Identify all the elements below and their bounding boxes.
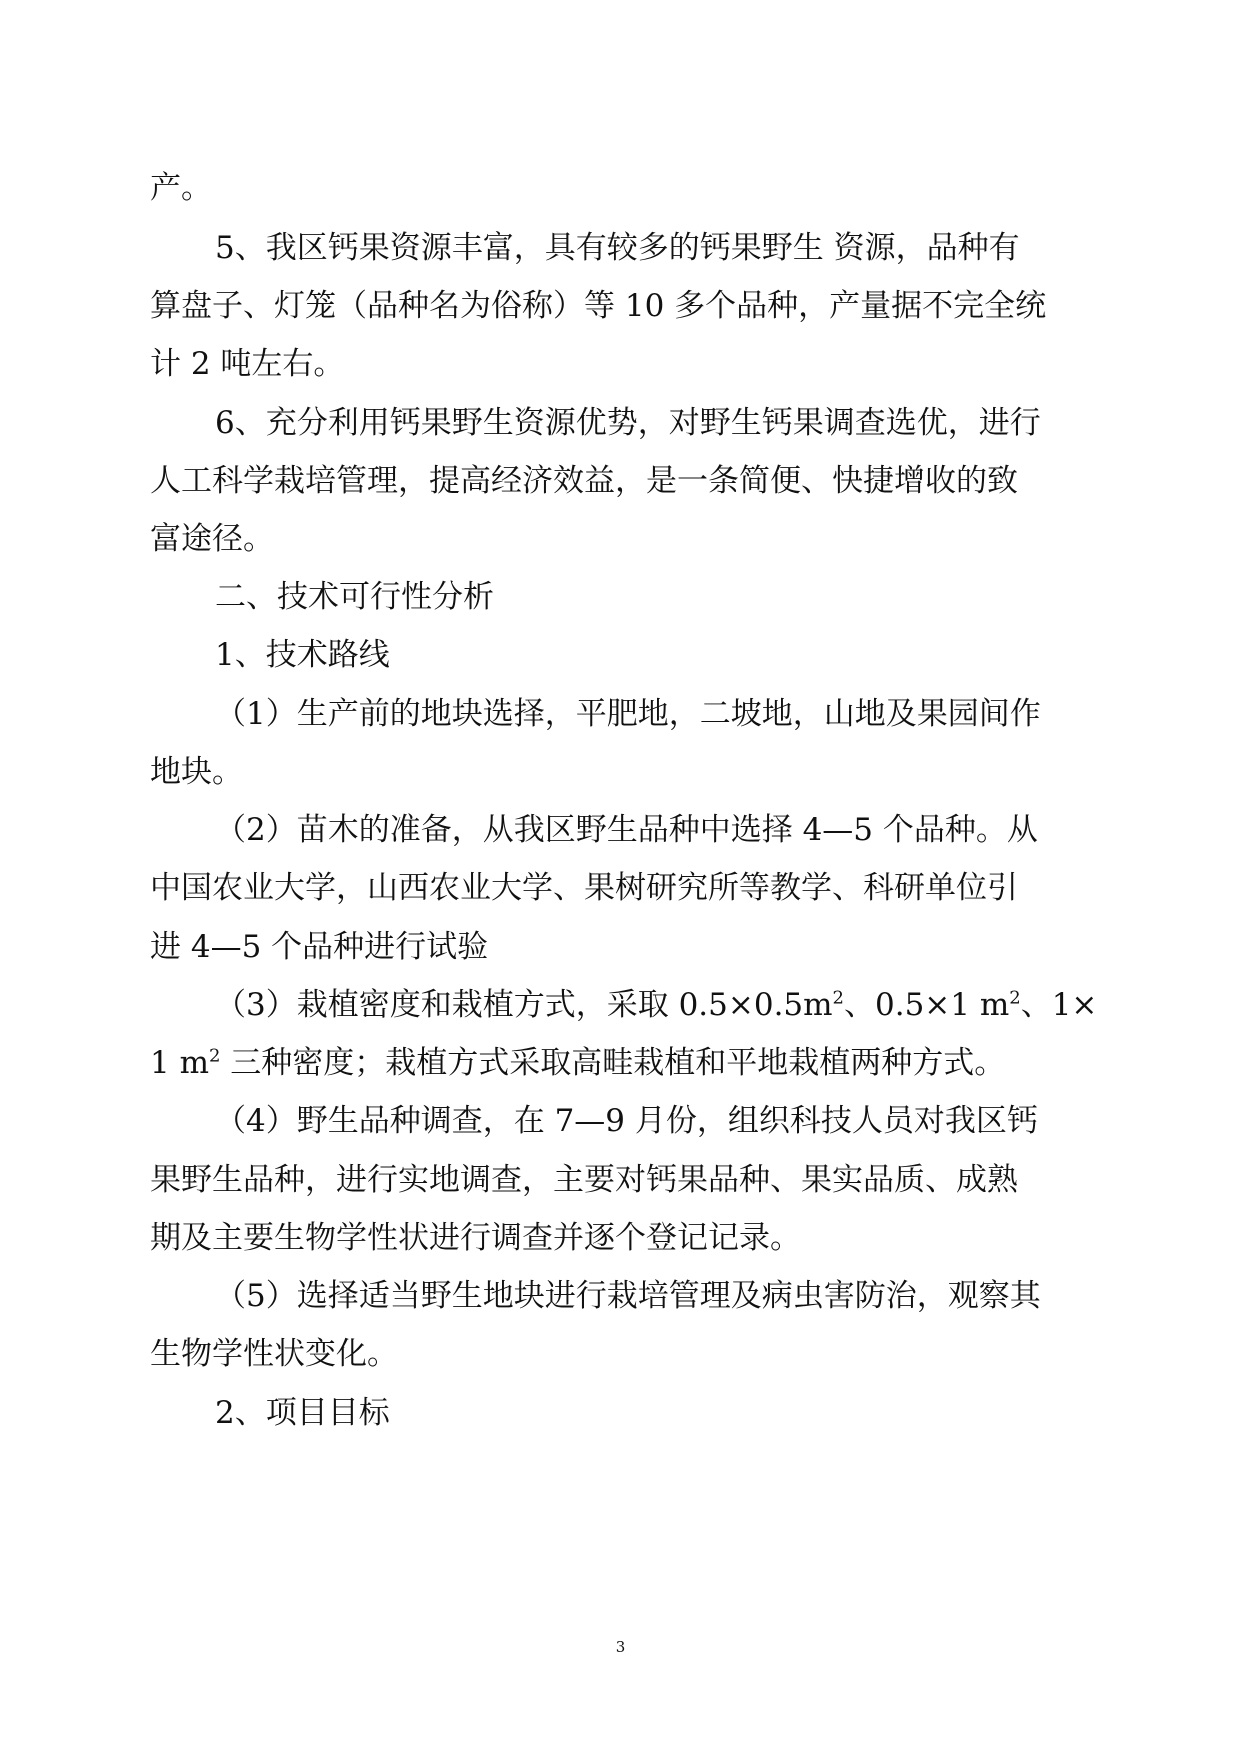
text-line: 中国农业大学，山西农业大学、果树研究所等教学、科研单位引: [150, 870, 1018, 906]
text-line: 产。: [150, 170, 212, 206]
text-line: 地块。: [150, 754, 243, 790]
text-fragment: 、0.5×1 m: [844, 987, 1010, 1023]
text-fragment: 1 m: [150, 1045, 209, 1081]
text-line: 富途径。: [150, 521, 274, 557]
text-line: [215, 985, 1175, 1025]
text-fragment: 三种密度；栽植方式采取高畦栽植和平地栽植两种方式。: [220, 1045, 1006, 1081]
text-line: （2）苗木的准备，从我区野生品种中选择 4—5 个品种。从: [215, 812, 1038, 848]
text-line: 计 2 吨左右。: [150, 346, 345, 382]
subsection-heading: 1、技术路线: [215, 637, 390, 673]
superscript: 2: [832, 987, 844, 1009]
superscript: 2: [1009, 987, 1021, 1009]
text-fragment: （3）栽植密度和栽植方式，采取 0.5×0.5m: [215, 987, 833, 1023]
text-line: 果野生品种，进行实地调查，主要对钙果品种、果实品质、成熟: [150, 1162, 1018, 1198]
subsection-heading: 2、项目目标: [215, 1395, 390, 1431]
text-line: [150, 1043, 1110, 1083]
text-line: 算盘子、灯笼（品种名为俗称）等 10 多个品种，产量据不完全统: [150, 288, 1047, 324]
text-fragment: 、1×: [1020, 987, 1098, 1023]
section-heading: 二、技术可行性分析: [215, 579, 494, 615]
page-number: 3: [615, 1638, 626, 1656]
text-line: 6、充分利用钙果野生资源优势，对野生钙果调查选优，进行: [215, 405, 1041, 441]
text-line: （1）生产前的地块选择，平肥地，二坡地，山地及果园间作: [215, 696, 1041, 732]
text-line: 人工科学栽培管理，提高经济效益，是一条简便、快捷增收的致: [150, 463, 1018, 499]
text-line: （5）选择适当野生地块进行栽培管理及病虫害防治，观察其: [215, 1278, 1041, 1314]
text-line: （4）野生品种调查，在 7—9 月份，组织科技人员对我区钙: [215, 1103, 1038, 1139]
superscript: 2: [208, 1045, 221, 1067]
text-line: 5、我区钙果资源丰富，具有较多的钙果野生 资源，品种有: [215, 230, 1020, 266]
text-line: 期及主要生物学性状进行调查并逐个登记记录。: [150, 1220, 801, 1256]
text-line: 进 4—5 个品种进行试验: [150, 929, 489, 965]
text-line: 生物学性状变化。: [150, 1336, 398, 1372]
